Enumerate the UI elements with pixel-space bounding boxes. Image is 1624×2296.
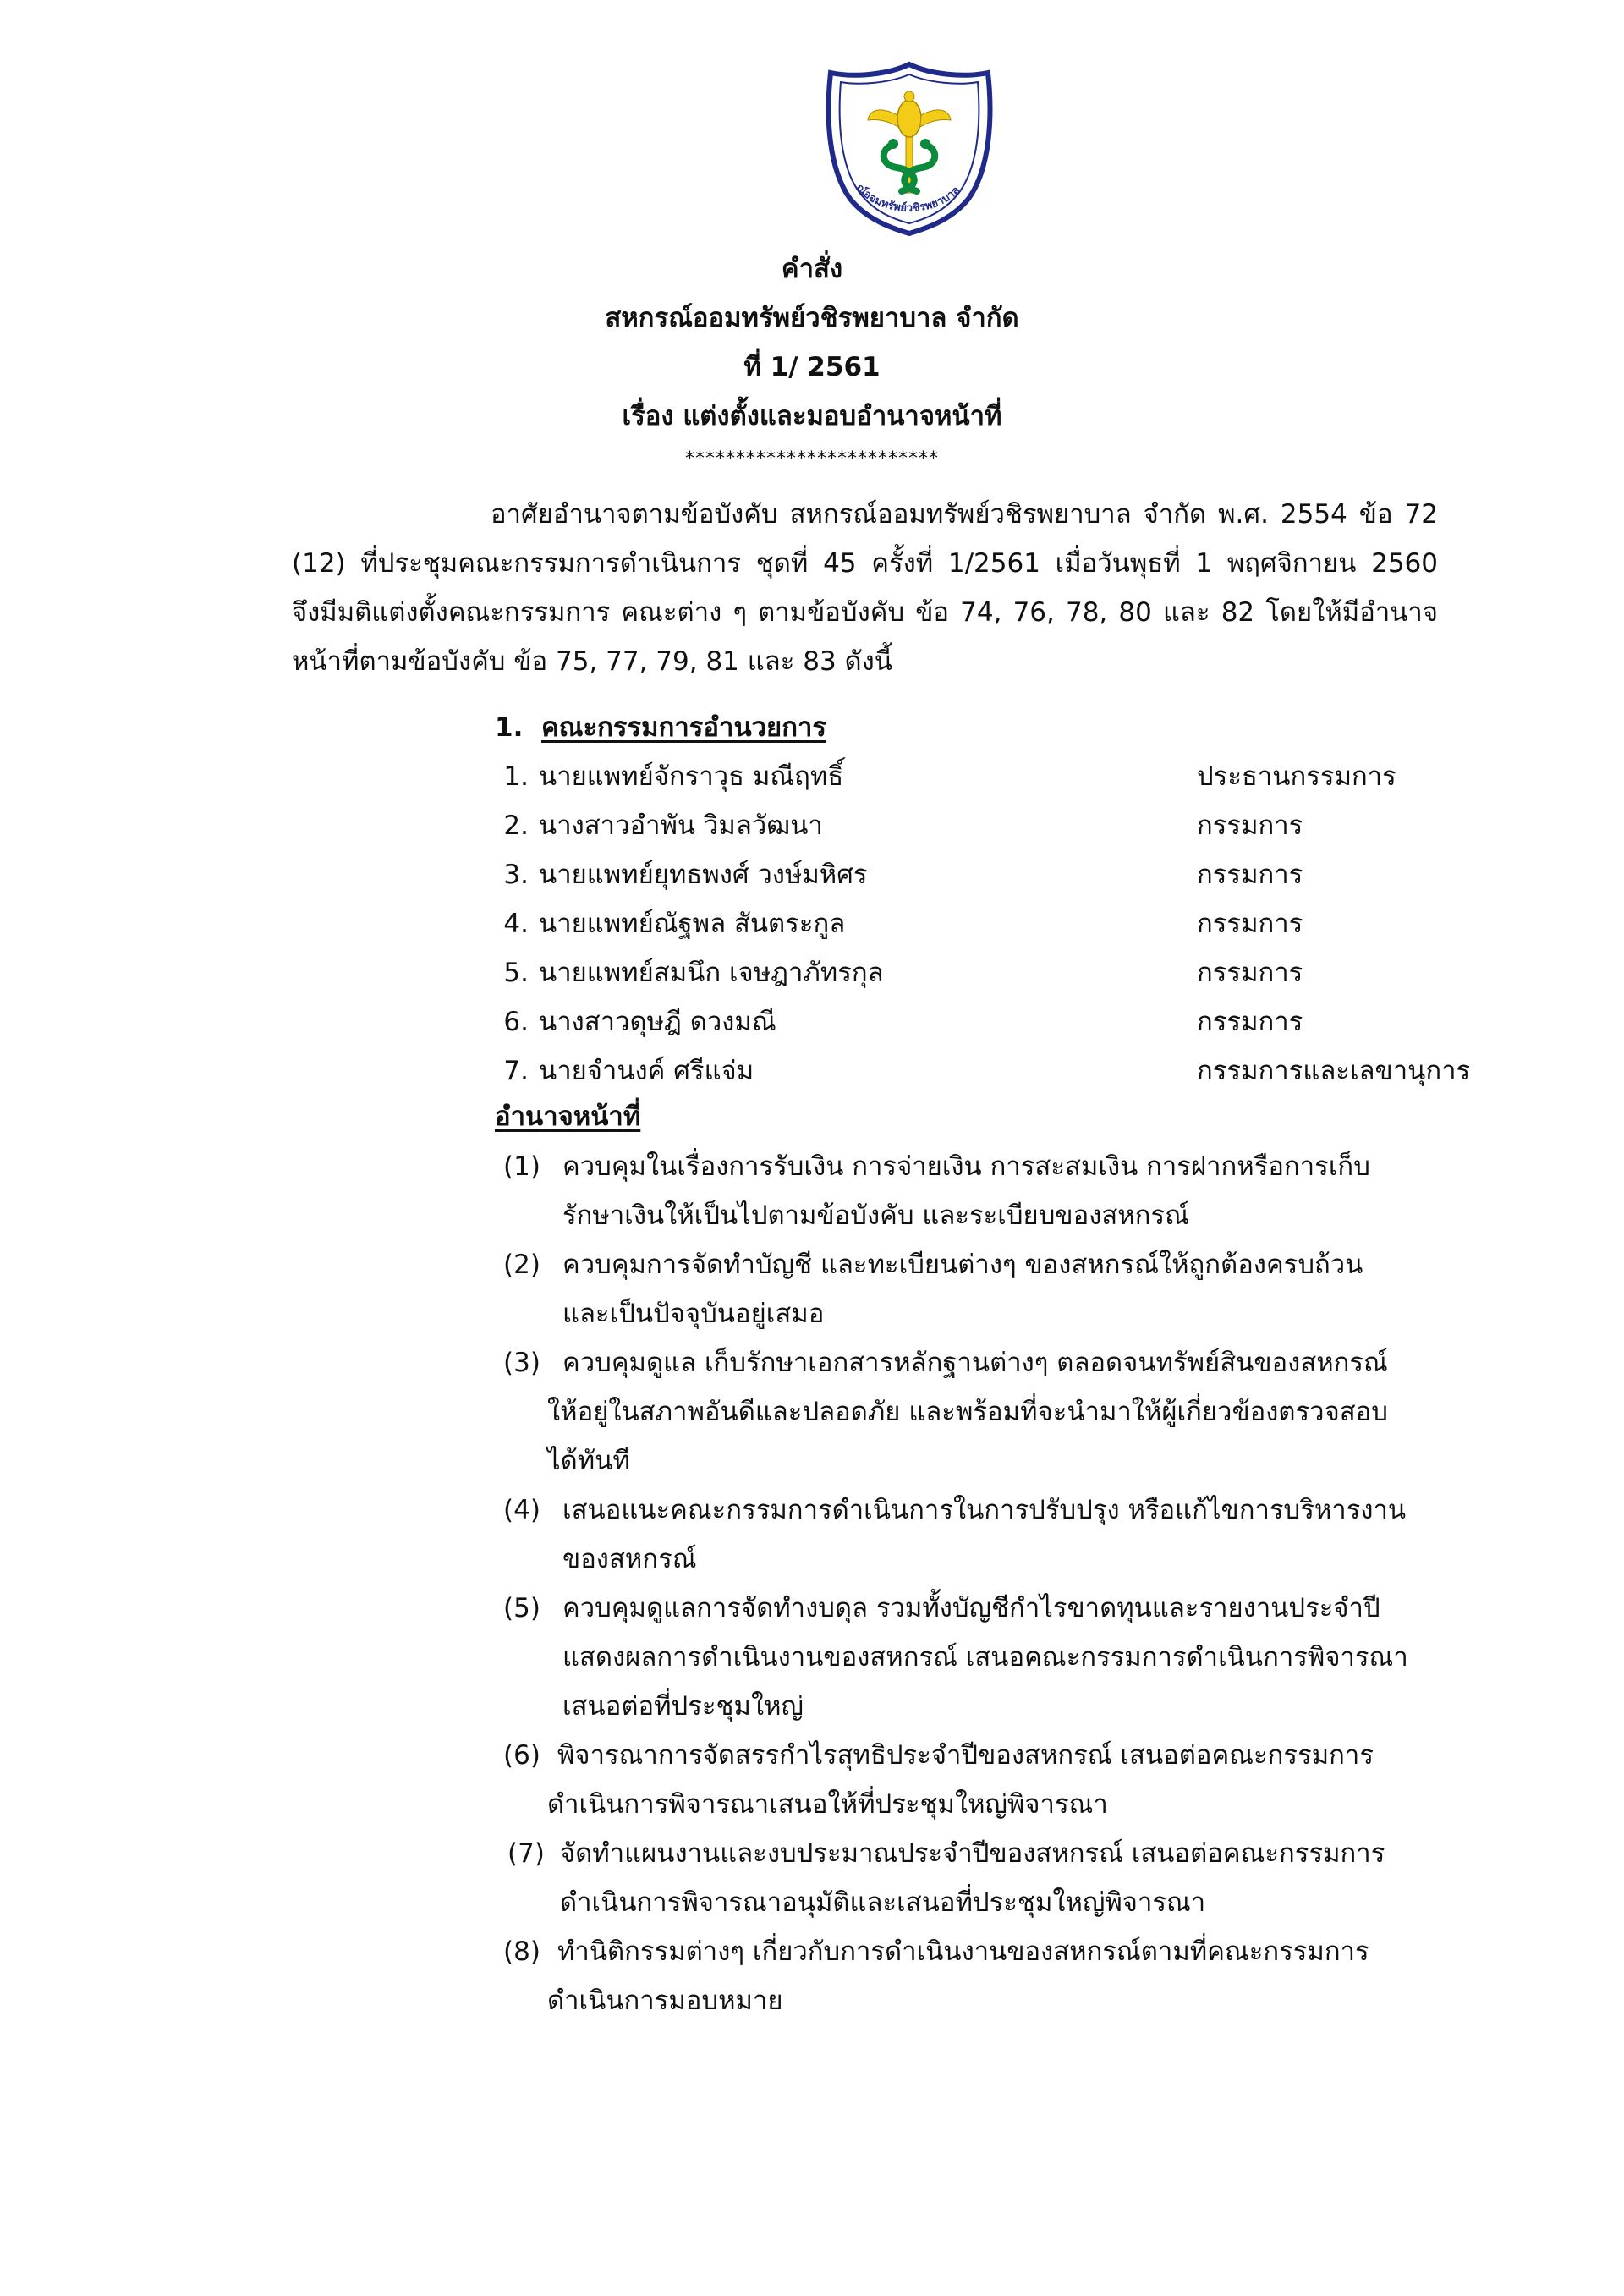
duty-line: รักษาเงินให้เป็นไปตามข้อบังคับ และระเบียบของสหกรณ์	[562, 1200, 1189, 1231]
duty-line: ควบคุมในเรื่องการรับเงิน การจ่ายเงิน การสะสมเงิน การฝากหรือการเก็บ	[562, 1151, 1370, 1182]
member-role: กรรมการ	[1197, 1007, 1303, 1037]
duty-line: ควบคุมการจัดทำบัญชี และทะเบียนต่างๆ ของสหกรณ์ให้ถูกต้องครบถ้วน	[562, 1250, 1363, 1280]
duty-line: ของสหกรณ์	[562, 1544, 697, 1574]
member-number: 2.	[503, 810, 529, 841]
section-number: 1.	[495, 712, 524, 743]
member-number: 6.	[503, 1007, 529, 1037]
duty-line: พิจารณาการจัดสรรกำไรสุทธิประจำปีของสหกรณ์ เสนอต่อคณะกรรมการ	[557, 1740, 1374, 1771]
organization-name: สหกรณ์ออมทรัพย์วชิรพยาบาล จำกัด	[605, 303, 1019, 333]
member-number: 4.	[503, 909, 529, 939]
duty-number: (6)	[503, 1740, 540, 1771]
separator-stars: *************************	[685, 448, 939, 470]
subject-line: เรื่อง แต่งตั้งและมอบอำนาจหน้าที่	[622, 401, 1002, 431]
member-role: กรรมการ	[1197, 860, 1303, 890]
cooperative-logo	[820, 59, 998, 237]
duty-number: (4)	[503, 1495, 540, 1525]
member-name: นายแพทย์ยุทธพงศ์ วงษ์มหิศร	[539, 860, 868, 890]
duties-heading: อำนาจหน้าที่	[495, 1101, 641, 1132]
section-heading	[495, 711, 826, 744]
member-name: นายแพทย์จักราวุธ มณีฤทธิ์	[539, 761, 844, 792]
member-name: นายแพทย์ณัฐพล สันตระกูล	[539, 909, 846, 939]
member-number: 5.	[503, 958, 529, 988]
member-name: นางสาวอำพัน วิมลวัฒนา	[539, 810, 823, 841]
member-number: 7.	[503, 1056, 529, 1086]
duty-number: (5)	[503, 1593, 540, 1623]
duty-number: (3)	[503, 1348, 540, 1378]
intro-line-3: จึงมีมติแต่งตั้งคณะกรรมการ คณะต่าง ๆ ตามข้อบังคับ ข้อ 74, 76, 78, 80 และ 82 โดยให้มีอำนาจ	[292, 597, 1438, 628]
svg-text:สหกรณ์ออมทรัพย์วชิรพยาบาล จำกั: ณ์ออมทรัพย์วชิรพยาบาล	[853, 181, 963, 216]
duty-line: ได้ทันที	[547, 1446, 630, 1476]
duty-line: ดำเนินการพิจารณาเสนอให้ที่ประชุมใหญ่พิจารณา	[547, 1789, 1108, 1820]
duty-number: (7)	[508, 1838, 545, 1869]
intro-line-1: อาศัยอำนาจตามข้อบังคับ สหกรณ์ออมทรัพย์วชิรพยาบาล จำกัด พ.ศ. 2554 ข้อ 72	[491, 499, 1438, 530]
duty-number: (8)	[503, 1936, 540, 1967]
duty-line: แสดงผลการดำเนินงานของสหกรณ์ เสนอคณะกรรมการดำเนินการพิจารณา	[562, 1642, 1408, 1673]
section-title: คณะกรรมการอำนวยการ	[540, 712, 827, 743]
member-number: 3.	[503, 860, 529, 890]
member-role: ประธานกรรมการ	[1197, 761, 1396, 792]
duty-line: เสนอแนะคณะกรรมการดำเนินการในการปรับปรุง หรือแก้ไขการบริหารงาน	[562, 1495, 1407, 1525]
member-number: 1.	[503, 761, 529, 792]
member-role: กรรมการ	[1197, 909, 1303, 939]
duty-line: ให้อยู่ในสภาพอันดีและปลอดภัย และพร้อมที่จะนำมาให้ผู้เกี่ยวข้องตรวจสอบ	[547, 1397, 1388, 1427]
duty-line: ทำนิติกรรมต่างๆ เกี่ยวกับการดำเนินงานของสหกรณ์ตามที่คณะกรรมการ	[557, 1936, 1369, 1967]
intro-line-2: (12) ที่ประชุมคณะกรรมการดำเนินการ ชุดที่ 45 ครั้งที่ 1/2561 เมื่อวันพุธที่ 1 พฤศจิกายน 2560	[292, 548, 1438, 579]
shield-emblem-icon	[820, 59, 998, 237]
member-name: นายแพทย์สมนึก เจษฎาภัทรกุล	[539, 958, 884, 988]
duty-line: ควบคุมดูแลการจัดทำงบดุล รวมทั้งบัญชีกำไรขาดทุนและรายงานประจำปี	[562, 1593, 1380, 1623]
duty-number: (2)	[503, 1250, 540, 1280]
member-role: กรรมการและเลขานุการ	[1197, 1056, 1471, 1086]
member-name: นายจำนงค์ ศรีแจ่ม	[539, 1056, 754, 1086]
duty-line: จัดทำแผนงานและงบประมาณประจำปีของสหกรณ์ เสนอต่อคณะกรรมการ	[560, 1838, 1385, 1869]
member-role: กรรมการ	[1197, 810, 1303, 841]
intro-line-4: หน้าที่ตามข้อบังคับ ข้อ 75, 77, 79, 81 และ 83 ดังนี้	[292, 646, 893, 677]
duty-line: และเป็นปัจจุบันอยู่เสมอ	[562, 1299, 825, 1329]
duty-line: ดำเนินการพิจารณาอนุมัติและเสนอที่ประชุมใหญ่พิจารณา	[560, 1887, 1206, 1918]
duty-number: (1)	[503, 1151, 540, 1182]
duty-line: เสนอต่อที่ประชุมใหญ่	[562, 1691, 804, 1722]
duty-line: ดำเนินการมอบหมาย	[547, 1986, 783, 2016]
doc-type-title: คำสั่ง	[781, 254, 843, 284]
duty-line: ควบคุมดูแล เก็บรักษาเอกสารหลักฐานต่างๆ ตลอดจนทรัพย์สินของสหกรณ์	[562, 1348, 1388, 1378]
order-number: ที่ 1/ 2561	[743, 352, 881, 382]
member-role: กรรมการ	[1197, 958, 1303, 988]
member-name: นางสาวดุษฎี ดวงมณี	[539, 1007, 776, 1037]
